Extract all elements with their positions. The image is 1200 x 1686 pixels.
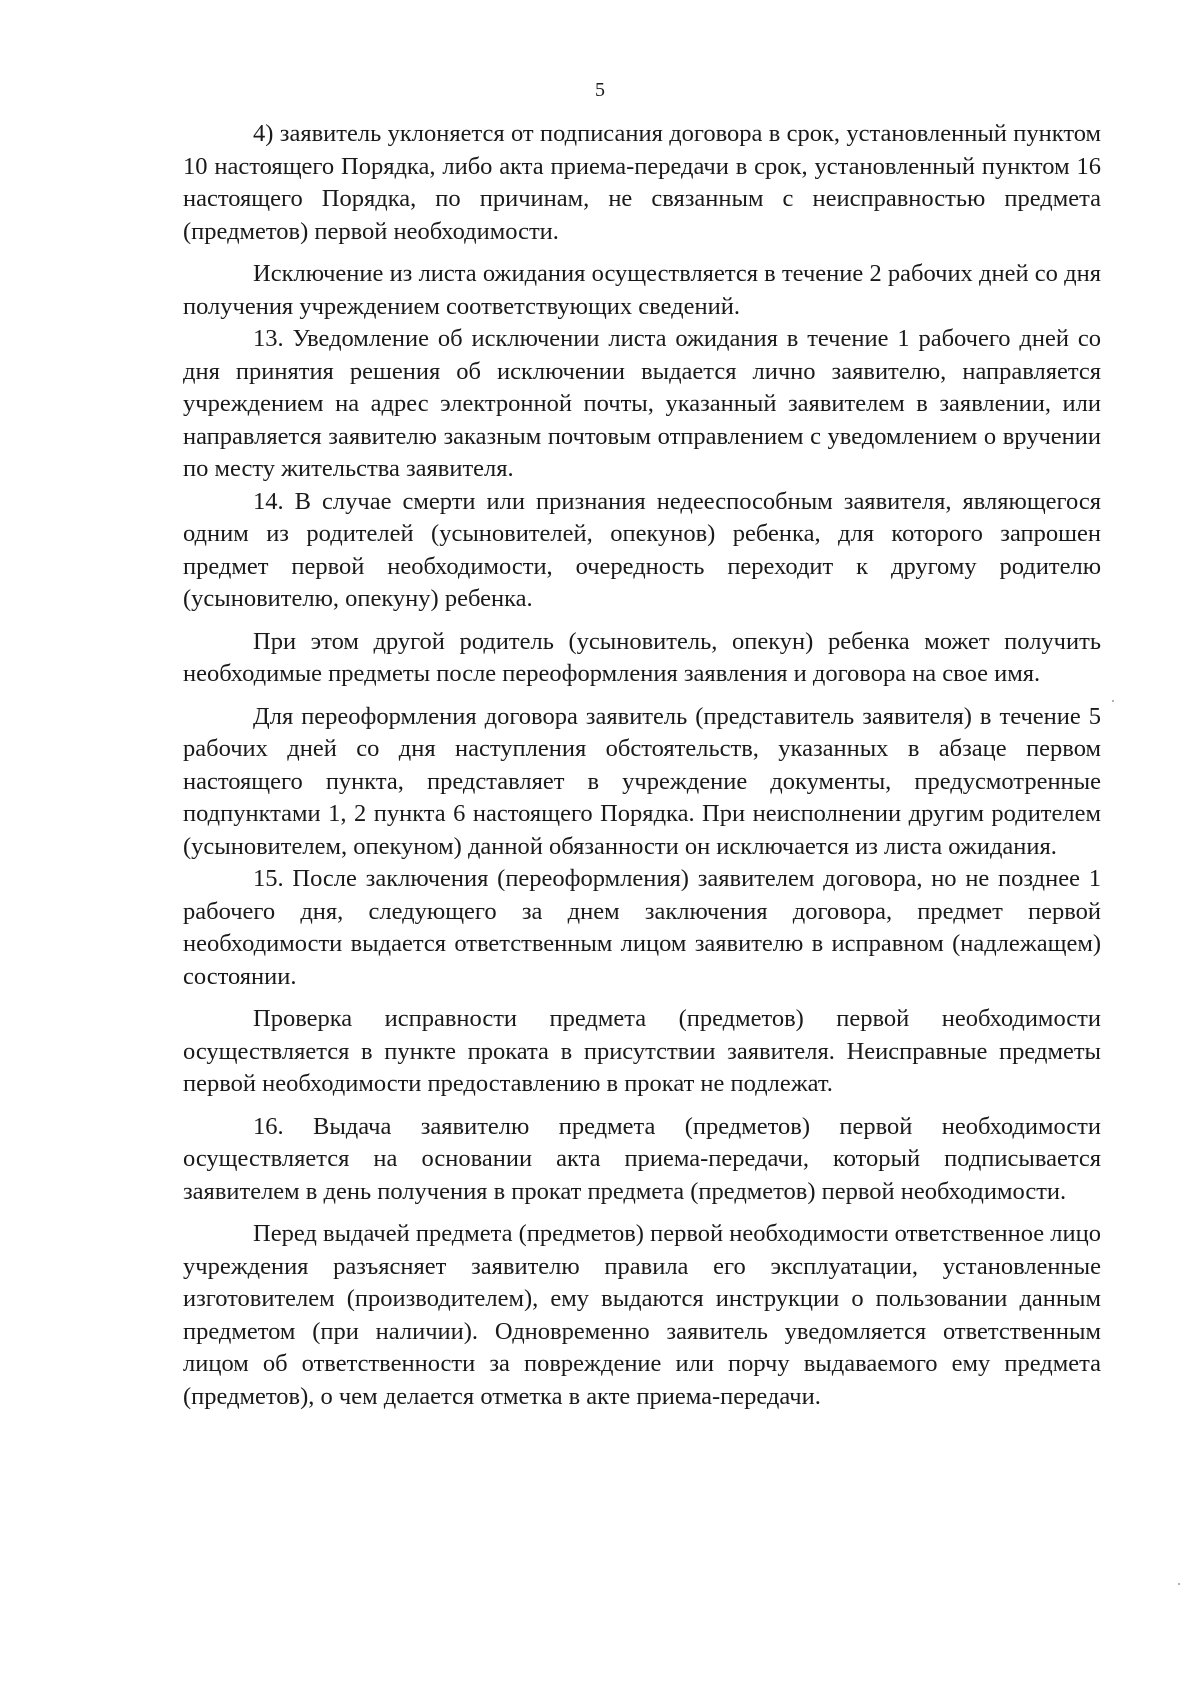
paragraph-15: 15. После заключения (переоформления) заявителем договора, но не позднее 1 рабочего дня, следующего за днем заключения договора, предмет первой необходимости выдается ответственным лицом заявителю в исправном (надлежащем) состоянии. bbox=[183, 865, 1101, 990]
scan-speck bbox=[1178, 1583, 1180, 1585]
document-body bbox=[183, 118, 1101, 1413]
paragraph-14-other-parent: При этом другой родитель (усыновитель, опекун) ребенка может получить необходимые предметы после переоформления заявления и договора на свое имя. bbox=[183, 627, 1101, 687]
paragraph-16: 16. Выдача заявителю предмета (предметов) первой необходимости осуществляется на основании акта приема-передачи, который подписывается заявителем в день получения в прокат предмета (предметов) первой необходимости. bbox=[183, 1112, 1101, 1205]
paragraph-exclusion-term: Исключение из листа ожидания осуществляется в течение 2 рабочих дней со дня получения учреждением соответствующих сведений. bbox=[183, 260, 1101, 320]
paragraph-14: 14. В случае смерти или признания недееспособным заявителя, являющегося одним из родителей (усыновителей, опекунов) ребенка, для которого запрошен предмет первой необходимости, очередность переходит к другому родителю (усыновителю, опекуну) ребенка. bbox=[183, 487, 1101, 612]
paragraph-item-4: 4) заявитель уклоняется от подписания договора в срок, установленный пунктом 10 настоящего Порядка, либо акта приема-передачи в срок, установленный пунктом 16 настоящего Порядка, по причинам, не связанным с неисправностью предмета (предметов) первой необходимости. bbox=[183, 120, 1101, 245]
page-number: 5 bbox=[595, 79, 605, 101]
paragraph-16-instructions: Перед выдачей предмета (предметов) первой необходимости ответственное лицо учреждения разъясняет заявителю правила его эксплуатации, установленные изготовителем (производителем), ему выдаются инструкции о пользовании данным предметом (при наличии). Одновременно заявитель уведомляется ответственным лицом об ответственности за повреждение или порчу выдаваемого ему предмета (предметов), о чем делается отметка в акте приема-передачи. bbox=[183, 1220, 1101, 1410]
scan-speck bbox=[1112, 700, 1114, 702]
paragraph-13: 13. Уведомление об исключении листа ожидания в течение 1 рабочего дней со дня принятия решения об исключении выдается лично заявителю, направляется учреждением на адрес электронной почты, указанный заявителем в заявлении, или направляется заявителю заказным почтовым отправлением с уведомлением о вручении по месту жительства заявителя. bbox=[183, 325, 1101, 482]
paragraph-14-reissue: Для переоформления договора заявитель (представитель заявителя) в течение 5 рабочих дней со дня наступления обстоятельств, указанных в абзаце первом настоящего пункта, представляет в учреждение документы, предусмотренные подпунктами 1, 2 пункта 6 настоящего Порядка. При неисполнении другим родителем (усыновителем, опекуном) данной обязанности он исключается из листа ожидания. bbox=[183, 702, 1101, 860]
paragraph-15-check: Проверка исправности предмета (предметов) первой необходимости осуществляется в пункте проката в присутствии заявителя. Неисправные предметы первой необходимости предоставлению в прокат не подлежат. bbox=[183, 1005, 1101, 1097]
